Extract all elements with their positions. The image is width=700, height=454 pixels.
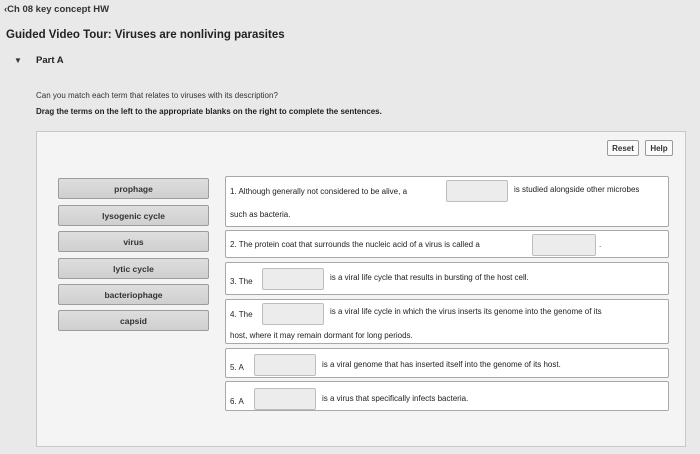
back-link[interactable]: ‹Ch 08 key concept HW [4, 4, 110, 15]
sentence-4-before: 4. The [230, 310, 253, 319]
sentence-4 [225, 299, 669, 344]
sentence-5-after: is a viral genome that has inserted itself into the genome of its host. [322, 360, 561, 369]
instruction-text: Drag the terms on the left to the appropriate blanks on the right to complete the sentences. [36, 107, 382, 116]
sentence-1-before: 1. Although generally not considered to be alive, a [230, 187, 408, 196]
sentence-3-before: 3. The [230, 277, 253, 286]
sentence-3 [225, 262, 669, 295]
term-prophage[interactable]: prophage [58, 178, 209, 199]
question-text: Can you match each term that relates to viruses with its description? [36, 91, 278, 100]
blank-5[interactable] [254, 354, 316, 376]
sentence-4-after: is a viral life cycle in which the virus inserts its genome into the genome of its [330, 307, 602, 316]
reset-button[interactable]: Reset [607, 140, 639, 156]
help-button[interactable]: Help [645, 140, 673, 156]
sentence-1-after: is studied alongside other microbes [514, 185, 640, 194]
blank-6[interactable] [254, 388, 316, 410]
term-lysogenic-cycle[interactable]: lysogenic cycle [58, 205, 209, 226]
blank-2[interactable] [532, 234, 596, 256]
page-title: Guided Video Tour: Viruses are nonliving parasites [6, 29, 285, 41]
sentence-2-after: . [599, 240, 602, 249]
sentence-6-before: 6. A [230, 397, 244, 406]
blank-4[interactable] [262, 303, 324, 325]
sentence-5-before: 5. A [230, 363, 244, 372]
term-bacteriophage[interactable]: bacteriophage [58, 284, 209, 305]
sentence-1-line2: such as bacteria. [230, 210, 291, 219]
sentence-3-after: is a viral life cycle that results in bursting of the host cell. [330, 273, 529, 282]
part-title[interactable]: Part A [36, 55, 64, 66]
sentence-1 [225, 176, 669, 227]
term-lytic-cycle[interactable]: lytic cycle [58, 258, 209, 279]
sentence-2-before: 2. The protein coat that surrounds the nucleic acid of a virus is called a [230, 240, 480, 249]
sentence-5 [225, 348, 669, 378]
term-capsid[interactable]: capsid [58, 310, 209, 331]
blank-3[interactable] [262, 268, 324, 290]
sentence-6-after: is a virus that specifically infects bacteria. [322, 394, 469, 403]
blank-1[interactable] [446, 180, 508, 202]
sentence-4-line2: host, where it may remain dormant for long periods. [230, 331, 413, 340]
sentence-2 [225, 230, 669, 258]
collapse-toggle-icon[interactable]: ▼ [14, 56, 22, 65]
term-virus[interactable]: virus [58, 231, 209, 252]
sentence-6 [225, 381, 669, 411]
